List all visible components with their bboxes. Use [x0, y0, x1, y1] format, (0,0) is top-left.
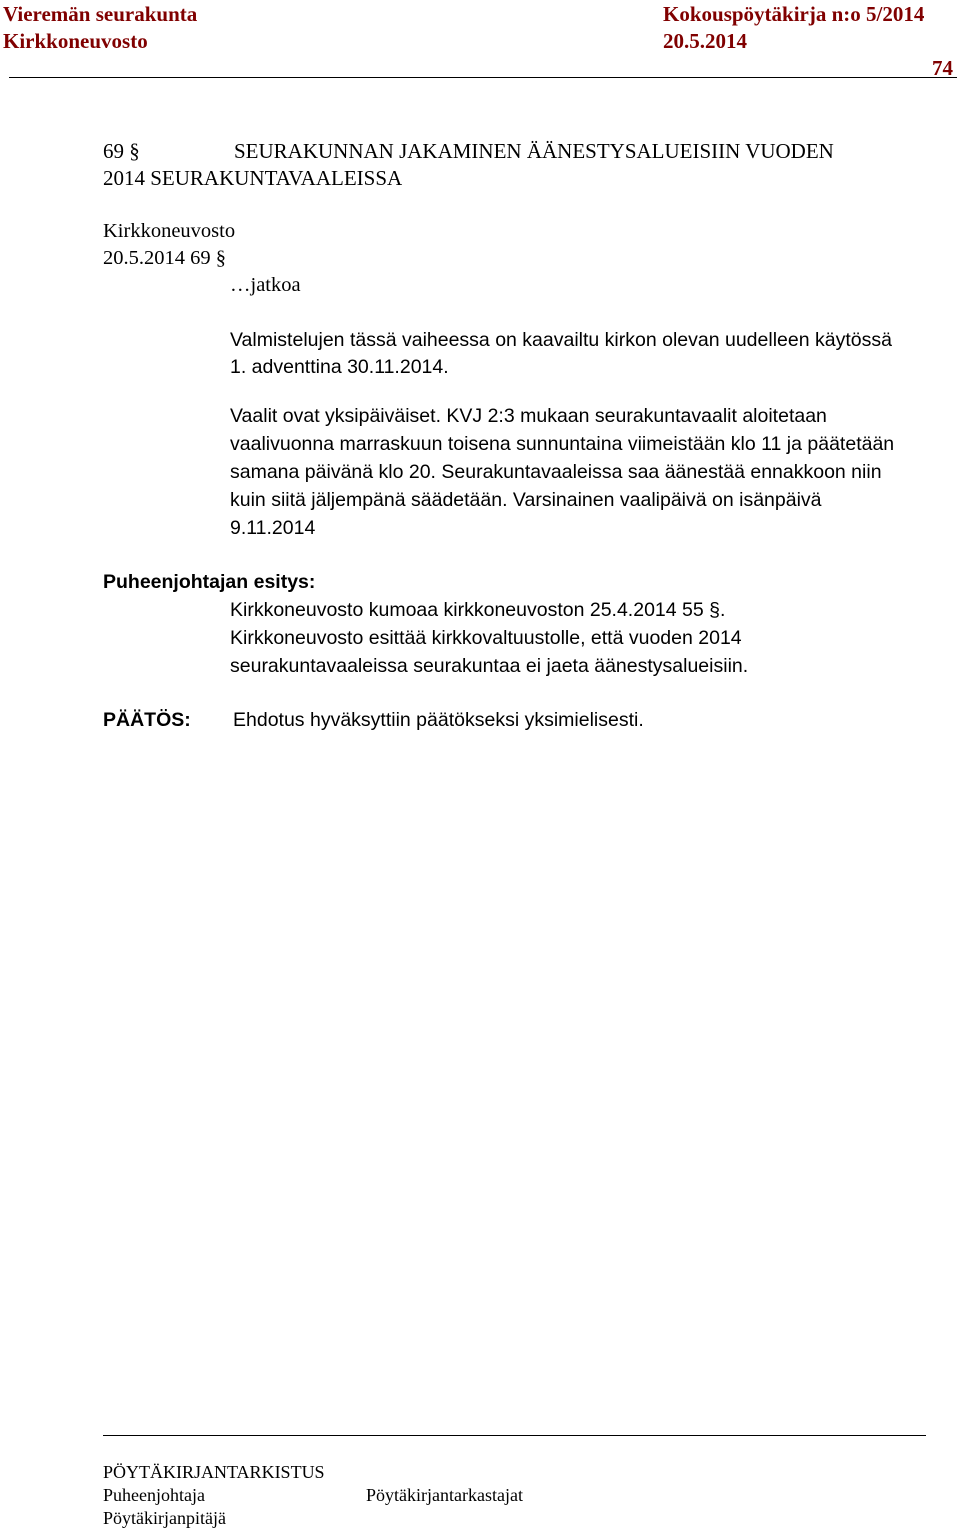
proposal-label: Puheenjohtajan esitys: [103, 571, 316, 593]
decision-label: PÄÄTÖS: [103, 709, 191, 731]
reference-section: 20.5.2014 69 § [103, 247, 226, 269]
paragraph-1-line-1: Valmistelujen tässä vaiheessa on kaavailtu kirkon olevan uudelleen käytössä [230, 329, 892, 351]
continued-label: …jatkoa [230, 274, 301, 296]
body-name: Kirkkoneuvosto [3, 29, 148, 53]
footer-chair: Puheenjohtaja [103, 1485, 205, 1505]
reference-body: Kirkkoneuvosto [103, 220, 236, 242]
proposal-line-1: Kirkkoneuvosto kumoaa kirkkoneuvoston 25.4.2014 55 §. [230, 599, 726, 621]
proposal-line-3: seurakuntavaaleissa seurakuntaa ei jaeta äänestysalueisiin. [230, 655, 749, 677]
paragraph-1-line-2: 1. adventtina 30.11.2014. [230, 356, 449, 378]
footer-checkers: Pöytäkirjantarkastajat [366, 1485, 523, 1505]
item-title-line1: SEURAKUNNAN JAKAMINEN ÄÄNESTYSALUEISIIN VUODEN [234, 139, 834, 163]
page-number: 74 [932, 56, 953, 80]
item-number: 69 § [103, 139, 140, 163]
paragraph-2-line-2: vaalivuonna marraskuun toisena sunnuntaina viimeistään klo 11 ja päätetään [230, 433, 895, 455]
header-rule [9, 77, 957, 78]
paragraph-2-line-3: samana päivänä klo 20. Seurakuntavaaleissa saa äänestää ennakkoon niin [230, 461, 882, 483]
document-title: Kokouspöytäkirja n:o 5/2014 [663, 2, 925, 26]
org-name: Vieremän seurakunta [3, 2, 198, 26]
paragraph-2-line-5: 9.11.2014 [230, 517, 316, 539]
item-title-line2: 2014 SEURAKUNTAVAALEISSA [103, 166, 403, 190]
decision-text: Ehdotus hyväksyttiin päätökseksi yksimielisesti. [233, 709, 644, 731]
proposal-line-2: Kirkkoneuvosto esittää kirkkovaltuustolle, että vuoden 2014 [230, 627, 742, 649]
paragraph-2-line-4: kuin siitä jäljempänä säädetään. Varsinainen vaalipäivä on isänpäivä [230, 489, 822, 511]
footer-rule [103, 1435, 926, 1436]
meeting-date: 20.5.2014 [663, 29, 747, 53]
paragraph-2-line-1: Vaalit ovat yksipäiväiset. KVJ 2:3 mukaan seurakuntavaalit aloitetaan [230, 405, 827, 427]
footer-heading: PÖYTÄKIRJANTARKISTUS [103, 1462, 325, 1482]
footer-secretary: Pöytäkirjanpitäjä [103, 1508, 226, 1528]
